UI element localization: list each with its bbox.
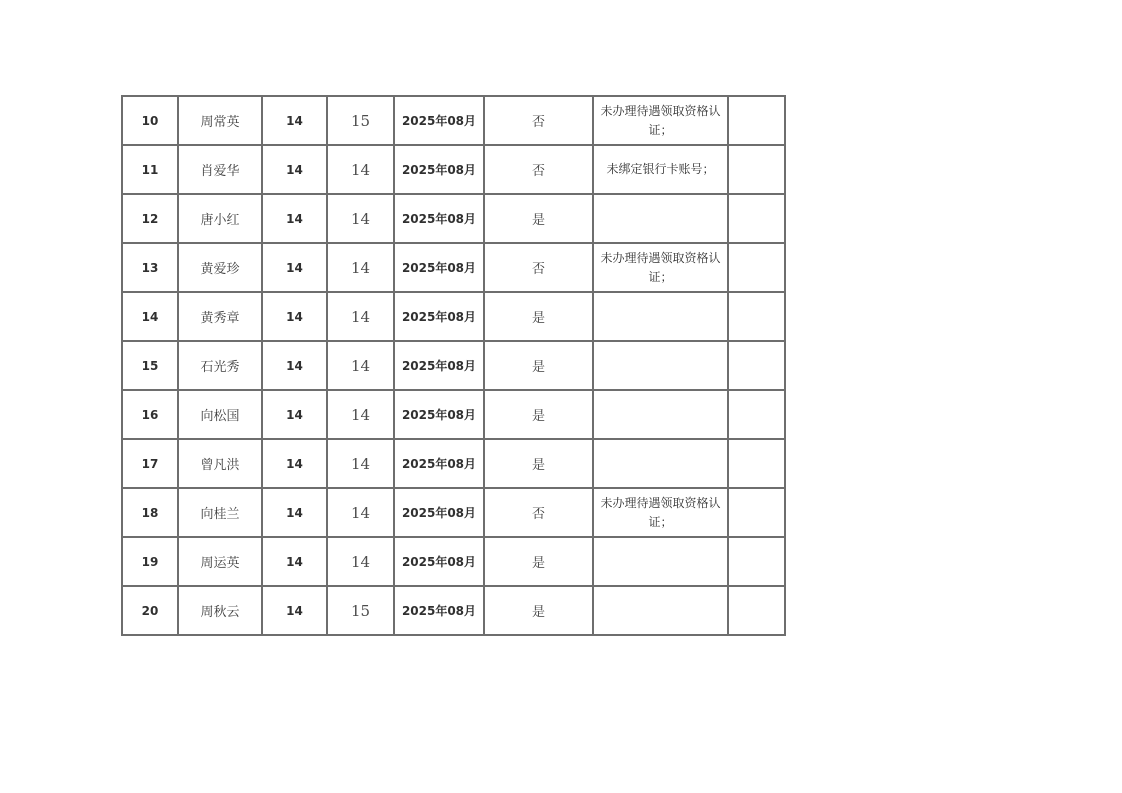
cell-month: 2025年08月 <box>394 292 484 341</box>
cell-row-number: 15 <box>122 341 178 390</box>
cell-value-b: 14 <box>327 243 394 292</box>
table-row <box>122 145 785 194</box>
cell-value-a: 14 <box>262 390 327 439</box>
cell-row-number: 18 <box>122 488 178 537</box>
cell-value-b: 14 <box>327 292 394 341</box>
cell-extra <box>728 292 785 341</box>
cell-row-number: 14 <box>122 292 178 341</box>
cell-row-number: 12 <box>122 194 178 243</box>
table-row <box>122 341 785 390</box>
table-row <box>122 194 785 243</box>
cell-remark <box>593 390 728 439</box>
cell-row-number: 19 <box>122 537 178 586</box>
table-row <box>122 243 785 292</box>
cell-remark <box>593 537 728 586</box>
cell-value-b: 14 <box>327 341 394 390</box>
cell-status: 否 <box>484 145 593 194</box>
cell-month: 2025年08月 <box>394 194 484 243</box>
cell-status: 是 <box>484 194 593 243</box>
table-row <box>122 439 785 488</box>
cell-name: 石光秀 <box>178 341 262 390</box>
cell-month: 2025年08月 <box>394 488 484 537</box>
table-row <box>122 586 785 635</box>
cell-status: 是 <box>484 341 593 390</box>
cell-status: 否 <box>484 243 593 292</box>
cell-value-a: 14 <box>262 96 327 145</box>
cell-value-b: 14 <box>327 537 394 586</box>
cell-name: 周运英 <box>178 537 262 586</box>
table-row <box>122 292 785 341</box>
cell-row-number: 16 <box>122 390 178 439</box>
cell-month: 2025年08月 <box>394 390 484 439</box>
cell-value-b: 14 <box>327 439 394 488</box>
cell-month: 2025年08月 <box>394 341 484 390</box>
cell-remark <box>593 586 728 635</box>
cell-value-a: 14 <box>262 586 327 635</box>
cell-row-number: 11 <box>122 145 178 194</box>
cell-value-a: 14 <box>262 292 327 341</box>
cell-name: 曾凡洪 <box>178 439 262 488</box>
cell-extra <box>728 243 785 292</box>
cell-remark <box>593 439 728 488</box>
cell-row-number: 20 <box>122 586 178 635</box>
cell-remark <box>593 194 728 243</box>
cell-value-a: 14 <box>262 439 327 488</box>
cell-value-a: 14 <box>262 341 327 390</box>
cell-value-b: 14 <box>327 390 394 439</box>
cell-month: 2025年08月 <box>394 243 484 292</box>
table-row <box>122 537 785 586</box>
cell-row-number: 13 <box>122 243 178 292</box>
cell-value-b: 15 <box>327 96 394 145</box>
cell-value-a: 14 <box>262 243 327 292</box>
cell-status: 是 <box>484 439 593 488</box>
cell-extra <box>728 145 785 194</box>
cell-extra <box>728 488 785 537</box>
cell-month: 2025年08月 <box>394 537 484 586</box>
cell-value-b: 15 <box>327 586 394 635</box>
cell-name: 向松国 <box>178 390 262 439</box>
cell-month: 2025年08月 <box>394 439 484 488</box>
cell-status: 是 <box>484 537 593 586</box>
cell-extra <box>728 194 785 243</box>
cell-value-a: 14 <box>262 488 327 537</box>
cell-status: 否 <box>484 96 593 145</box>
cell-remark <box>593 341 728 390</box>
cell-month: 2025年08月 <box>394 145 484 194</box>
table-row <box>122 488 785 537</box>
cell-name: 黄秀章 <box>178 292 262 341</box>
cell-extra <box>728 537 785 586</box>
cell-name: 肖爱华 <box>178 145 262 194</box>
cell-extra <box>728 439 785 488</box>
cell-status: 是 <box>484 390 593 439</box>
cell-name: 周常英 <box>178 96 262 145</box>
cell-row-number: 17 <box>122 439 178 488</box>
cell-remark: 未绑定银行卡账号； <box>593 145 728 194</box>
data-table-sheet <box>121 95 786 636</box>
records-table <box>121 95 786 636</box>
table-row <box>122 96 785 145</box>
cell-value-b: 14 <box>327 145 394 194</box>
cell-remark: 未办理待遇领取资格认证； <box>593 96 728 145</box>
cell-extra <box>728 96 785 145</box>
cell-name: 黄爱珍 <box>178 243 262 292</box>
cell-value-b: 14 <box>327 194 394 243</box>
cell-extra <box>728 586 785 635</box>
cell-status: 是 <box>484 292 593 341</box>
cell-status: 否 <box>484 488 593 537</box>
cell-extra <box>728 341 785 390</box>
cell-name: 唐小红 <box>178 194 262 243</box>
cell-remark: 未办理待遇领取资格认证； <box>593 488 728 537</box>
cell-value-a: 14 <box>262 537 327 586</box>
cell-status: 是 <box>484 586 593 635</box>
cell-extra <box>728 390 785 439</box>
cell-remark: 未办理待遇领取资格认证； <box>593 243 728 292</box>
cell-name: 周秋云 <box>178 586 262 635</box>
cell-name: 向桂兰 <box>178 488 262 537</box>
cell-value-a: 14 <box>262 194 327 243</box>
cell-month: 2025年08月 <box>394 586 484 635</box>
table-row <box>122 390 785 439</box>
cell-remark <box>593 292 728 341</box>
cell-value-b: 14 <box>327 488 394 537</box>
cell-row-number: 10 <box>122 96 178 145</box>
cell-value-a: 14 <box>262 145 327 194</box>
cell-month: 2025年08月 <box>394 96 484 145</box>
